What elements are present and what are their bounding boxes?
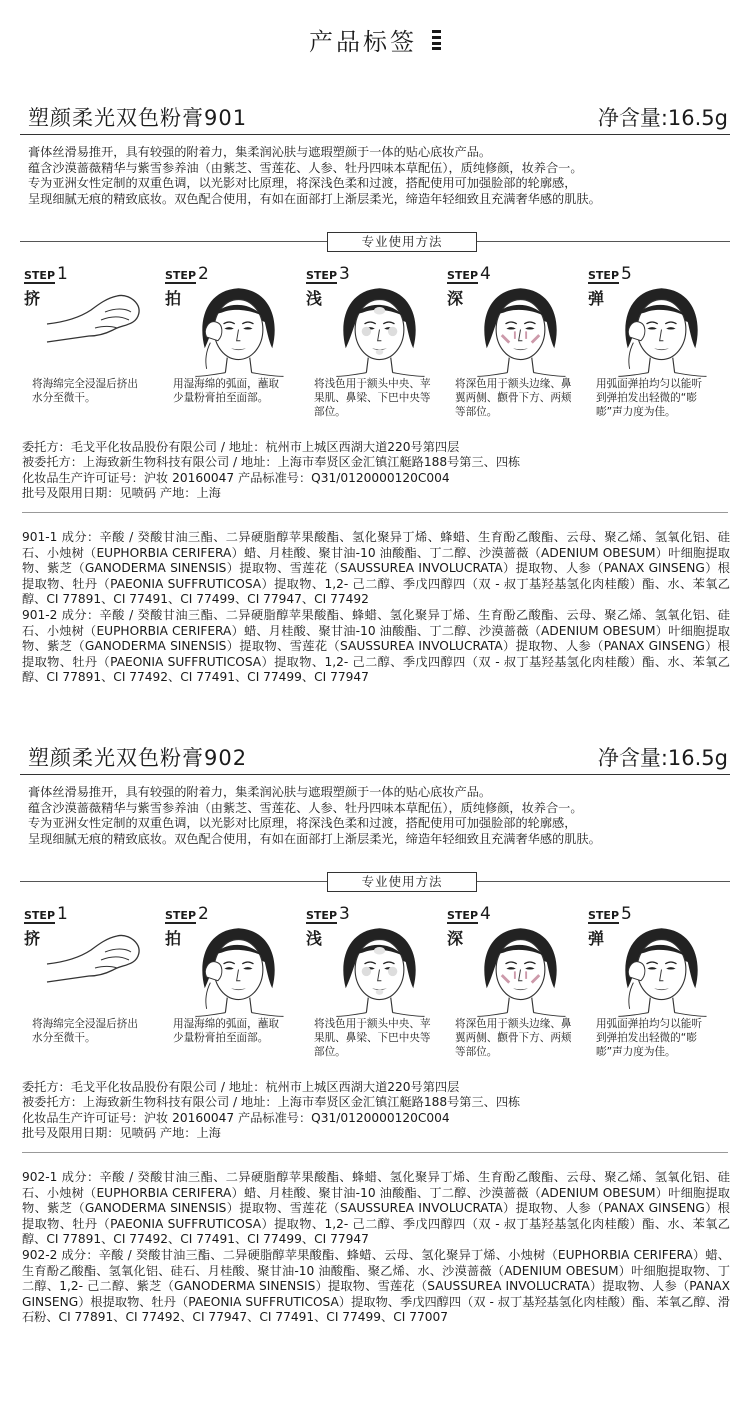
- info-line: 批号及限用日期：见喷码 产地：上海: [22, 486, 221, 501]
- step-label: STEP 4: [447, 904, 491, 924]
- step-verb: 浅: [306, 929, 323, 948]
- face-illustration-icon: [327, 282, 432, 377]
- page-header: [0, 22, 750, 57]
- divider: [20, 774, 730, 775]
- net-content: 净含量:16.5g: [597, 746, 728, 770]
- step-caption-line: 少量粉膏拍至面部。: [173, 392, 269, 404]
- info-line: 化妆品生产许可证号：沪妆 20160047 产品标准号：Q31/0120000120C004: [22, 1110, 450, 1125]
- product-section: [0, 740, 750, 1370]
- step-label: STEP 5: [588, 904, 632, 924]
- info-line: 委托方：毛戈平化妆品股份有限公司 / 地址：杭州市上城区西湖大道220号第四层: [22, 1080, 460, 1094]
- divider: [22, 1152, 728, 1153]
- usage-heading: [20, 232, 730, 250]
- step-label: STEP 3: [306, 264, 350, 284]
- ingredient-paragraph: 901-2 成分：辛酸 / 癸酸甘油三酯、二异硬脂醇苹果酸酯、蜂蜡、氢化聚异丁烯、生育酚乙酸酯、云母、聚乙烯、氢氧化铝、硅石、小烛树（EUPHORBIA CERIFERA）蜡、月桂酸、聚甘油-10 油酸酯、丁二醇、沙漠蔷薇（ADENIUM OBESUM）叶细胞提取物、紫芝（GANODERMA SINENSIS）提取物、雪莲花（SAUSSUREA INVOLUCRATA）提取物、人参（PANAX GINSENG）根提取物、牡丹（PAEONIA SUFFRUTICOSA）提取物、1,2- 己二醇、季戊四醇四（双 - 叔丁基羟基氢化肉桂酸）酯、水、苯氧乙醇、CI 77891、CI 77492、CI 77491、CI 77499、CI 77947: [22, 607, 730, 685]
- step-card: [584, 904, 724, 1094]
- description-line: 专为亚洲女性定制的双重色调，以光影对比原理，将深浅色柔和过渡，搭配使用可加强脸部的轮廓感，: [28, 176, 577, 190]
- step-card: [443, 264, 583, 454]
- step-caption: [596, 1017, 720, 1059]
- step-verb: 浅: [306, 289, 323, 308]
- step-caption-line: 果肌、鼻梁、下巴中央等: [314, 1032, 431, 1044]
- squeeze-hand-icon: [45, 922, 150, 1012]
- step-number: 4: [480, 904, 491, 924]
- description-line: 膏体丝滑易推开，具有较强的附着力，集柔润沁肤与遮瑕塑颜于一体的贴心底妆产品。: [28, 145, 492, 159]
- step-caption-line: 等部位。: [455, 1046, 498, 1058]
- step-caption-line: 用弧面弹拍均匀以能听: [596, 1018, 702, 1030]
- divider: [20, 134, 730, 135]
- info-line: 被委托方：上海致新生物科技有限公司 / 地址：上海市奉贤区金汇镇江艇路188号第三、四栋: [22, 455, 521, 470]
- step-card: [584, 264, 724, 454]
- face-illustration-icon: [609, 922, 714, 1017]
- step-caption-line: 将海绵完全浸湿后挤出: [32, 1018, 138, 1030]
- step-card: [20, 264, 160, 454]
- ingredients: [22, 530, 730, 686]
- info-line: 批号及限用日期：见喷码 产地：上海: [22, 1126, 221, 1141]
- face-illustration-icon: [327, 922, 432, 1017]
- step-number: 4: [480, 264, 491, 284]
- step-caption-line: 翼两侧、颧骨下方、两颊: [455, 1032, 572, 1044]
- step-caption: [173, 377, 297, 405]
- usage-heading: [20, 872, 730, 890]
- step-caption-line: 嘭”声力度为佳。: [596, 1046, 676, 1058]
- info-line: 化妆品生产许可证号：沪妆 20160047 产品标准号：Q31/0120000120C004: [22, 470, 450, 485]
- step-verb: 深: [447, 929, 464, 948]
- step-caption-line: 翼两侧、颧骨下方、两颊: [455, 392, 572, 404]
- step-card: [20, 904, 160, 1094]
- description-line: 呈现细腻无痕的精致底妆。双色配合使用，有如在面部打上渐层柔光，缔造年轻细致且充满奢华感的肌肤。: [28, 831, 601, 846]
- face-illustration-icon: [468, 922, 573, 1017]
- step-verb: 挤: [24, 929, 41, 948]
- step-label: STEP 1: [24, 264, 68, 284]
- step-caption-line: 部位。: [314, 406, 346, 418]
- step-number: 5: [621, 904, 632, 924]
- step-caption: [32, 1017, 156, 1045]
- ingredient-paragraph: 902-2 成分：辛酸 / 癸酸甘油三酯、二异硬脂醇苹果酸酯、蜂蜡、云母、氢化聚异丁烯、小烛树（EUPHORBIA CERIFERA）蜡、生育酚乙酸酯、氢氧化铝、硅石、月桂酸、聚甘油-10 油酸酯、聚乙烯、水、沙漠蔷薇（ADENIUM OBESUM）叶细胞提取物、丁二醇、1,2- 己二醇、紫芝（GANODERMA SINENSIS）提取物、雪莲花（SAUSSUREA INVOLUCRATA）提取物、人参（PANAX GINSENG）根提取物、牡丹（PAEONIA SUFFRUTICOSA）提取物、季戊四醇四（双 - 叔丁基羟基氢化肉桂酸）酯、苯氧乙醇、滑石粉、CI 77891、CI 77492、CI 77947、CI 77491、CI 77499、CI 77007: [22, 1247, 730, 1325]
- step-verb: 挤: [24, 289, 41, 308]
- step-number: 2: [198, 264, 209, 284]
- step-caption-line: 用湿海绵的弧面，蘸取: [173, 378, 279, 390]
- step-label: STEP 5: [588, 264, 632, 284]
- step-verb: 拍: [165, 929, 182, 948]
- step-number: 5: [621, 264, 632, 284]
- description-line: 蕴含沙漠蔷薇精华与紫雪参养油（由紫芝、雪莲花、人参、牡丹四味本草配伍），质纯修颜，妆养合一。: [28, 800, 583, 815]
- description-line: 呈现细腻无痕的精致底妆。双色配合使用，有如在面部打上渐层柔光，缔造年轻细致且充满奢华感的肌肤。: [28, 191, 601, 206]
- step-card: [302, 904, 442, 1094]
- step-card: [161, 264, 301, 454]
- manufacturer-info: [22, 440, 732, 502]
- step-caption-line: 果肌、鼻梁、下巴中央等: [314, 392, 431, 404]
- face-illustration-icon: [186, 922, 291, 1017]
- step-caption-line: 水分至微干。: [32, 1032, 96, 1044]
- usage-title: 专业使用方法: [327, 232, 477, 252]
- step-caption: [314, 377, 438, 419]
- step-caption: [455, 1017, 579, 1059]
- step-caption-line: 将浅色用于额头中央、苹: [314, 378, 431, 390]
- step-number: 1: [57, 904, 68, 924]
- manufacturer-info: [22, 1080, 732, 1142]
- info-line: 委托方：毛戈平化妆品股份有限公司 / 地址：杭州市上城区西湖大道220号第四层: [22, 440, 460, 454]
- product-name: 塑颜柔光双色粉膏902: [28, 746, 248, 770]
- step-verb: 弹: [588, 289, 605, 308]
- ingredients: [22, 1170, 730, 1326]
- description-line: 专为亚洲女性定制的双重色调，以光影对比原理，将深浅色柔和过渡，搭配使用可加强脸部的轮廓感，: [28, 816, 577, 830]
- step-caption-line: 水分至微干。: [32, 392, 96, 404]
- step-caption-line: 嘭”声力度为佳。: [596, 406, 676, 418]
- step-caption-line: 将浅色用于额头中央、苹: [314, 1018, 431, 1030]
- net-content: 净含量:16.5g: [597, 106, 728, 130]
- face-illustration-icon: [186, 282, 291, 377]
- step-caption-line: 到弹拍发出轻微的“嘭: [596, 1032, 697, 1044]
- step-number: 2: [198, 904, 209, 924]
- step-label: STEP 2: [165, 904, 209, 924]
- step-caption-line: 将深色用于额头边缘、鼻: [455, 378, 572, 390]
- step-caption: [32, 377, 156, 405]
- divider: [22, 512, 728, 513]
- step-number: 1: [57, 264, 68, 284]
- step-label: STEP 3: [306, 904, 350, 924]
- step-caption-line: 到弹拍发出轻微的“嘭: [596, 392, 697, 404]
- squeeze-hand-icon: [45, 282, 150, 372]
- usage-steps: [20, 264, 730, 454]
- step-verb: 深: [447, 289, 464, 308]
- face-illustration-icon: [609, 282, 714, 377]
- usage-title: 专业使用方法: [327, 872, 477, 892]
- ingredient-paragraph: 902-1 成分：辛酸 / 癸酸甘油三酯、二异硬脂醇苹果酸酯、蜂蜡、氢化聚异丁烯、生育酚乙酸酯、云母、聚乙烯、氢氧化铝、硅石、小烛树（EUPHORBIA CERIFERA）蜡、月桂酸、聚甘油-10 油酸酯、丁二醇、沙漠蔷薇（ADENIUM OBESUM）叶细胞提取物、紫芝（GANODERMA SINENSIS）提取物、雪莲花（SAUSSUREA INVOLUCRATA）提取物、人参（PANAX GINSENG）根提取物、牡丹（PAEONIA SUFFRUTICOSA）提取物、1,2- 己二醇、季戊四醇四（双 - 叔丁基羟基氢化肉桂酸）酯、水、苯氧乙醇、CI 77891、CI 77492、CI 77491、CI 77499、CI 77947: [22, 1170, 730, 1247]
- step-caption-line: 将海绵完全浸湿后挤出: [32, 378, 138, 390]
- description-line: 膏体丝滑易推开，具有较强的附着力，集柔润沁肤与遮瑕塑颜于一体的贴心底妆产品。: [28, 785, 492, 799]
- step-label: STEP 2: [165, 264, 209, 284]
- info-line: 被委托方：上海致新生物科技有限公司 / 地址：上海市奉贤区金汇镇江艇路188号第三、四栋: [22, 1095, 521, 1110]
- step-verb: 弹: [588, 929, 605, 948]
- page-title: 产品标签: [308, 28, 417, 56]
- face-illustration-icon: [468, 282, 573, 377]
- step-label: STEP 4: [447, 264, 491, 284]
- product-section: [0, 100, 750, 730]
- step-number: 3: [339, 904, 350, 924]
- step-verb: 拍: [165, 289, 182, 308]
- product-description: [28, 785, 728, 847]
- step-caption-line: 将深色用于额头边缘、鼻: [455, 1018, 572, 1030]
- step-caption: [314, 1017, 438, 1059]
- step-caption-line: 用湿海绵的弧面，蘸取: [173, 1018, 279, 1030]
- step-caption: [173, 1017, 297, 1045]
- step-caption-line: 等部位。: [455, 406, 498, 418]
- step-label: STEP 1: [24, 904, 68, 924]
- step-card: [161, 904, 301, 1094]
- ingredient-paragraph: 901-1 成分：辛酸 / 癸酸甘油三酯、二异硬脂醇苹果酸酯、氢化聚异丁烯、蜂蜡、生育酚乙酸酯、云母、聚乙烯、氢氧化铝、硅石、小烛树（EUPHORBIA CERIFERA）蜡、月桂酸、聚甘油-10 油酸酯、丁二醇、沙漠蔷薇（ADENIUM OBESUM）叶细胞提取物、紫芝（GANODERMA SINENSIS）提取物、雪莲花（SAUSSUREA INVOLUCRATA）提取物、人参（PANAX GINSENG）根提取物、牡丹（PAEONIA SUFFRUTICOSA）提取物、1,2- 己二醇、季戊四醇四（双 - 叔丁基羟基氢化肉桂酸）酯、水、苯氧乙醇、CI 77891、CI 77491、CI 77499、CI 77947、CI 77492: [22, 530, 730, 607]
- step-caption-line: 用弧面弹拍均匀以能听: [596, 378, 702, 390]
- step-caption-line: 部位。: [314, 1046, 346, 1058]
- menu-bars-icon: [432, 30, 441, 50]
- step-caption: [596, 377, 720, 419]
- step-number: 3: [339, 264, 350, 284]
- description-line: 蕴含沙漠蔷薇精华与紫雪参养油（由紫芝、雪莲花、人参、牡丹四味本草配伍），质纯修颜，妆养合一。: [28, 160, 583, 175]
- step-caption-line: 少量粉膏拍至面部。: [173, 1032, 269, 1044]
- product-description: [28, 145, 728, 207]
- product-name: 塑颜柔光双色粉膏901: [28, 106, 248, 130]
- step-card: [443, 904, 583, 1094]
- step-card: [302, 264, 442, 454]
- usage-steps: [20, 904, 730, 1094]
- step-caption: [455, 377, 579, 419]
